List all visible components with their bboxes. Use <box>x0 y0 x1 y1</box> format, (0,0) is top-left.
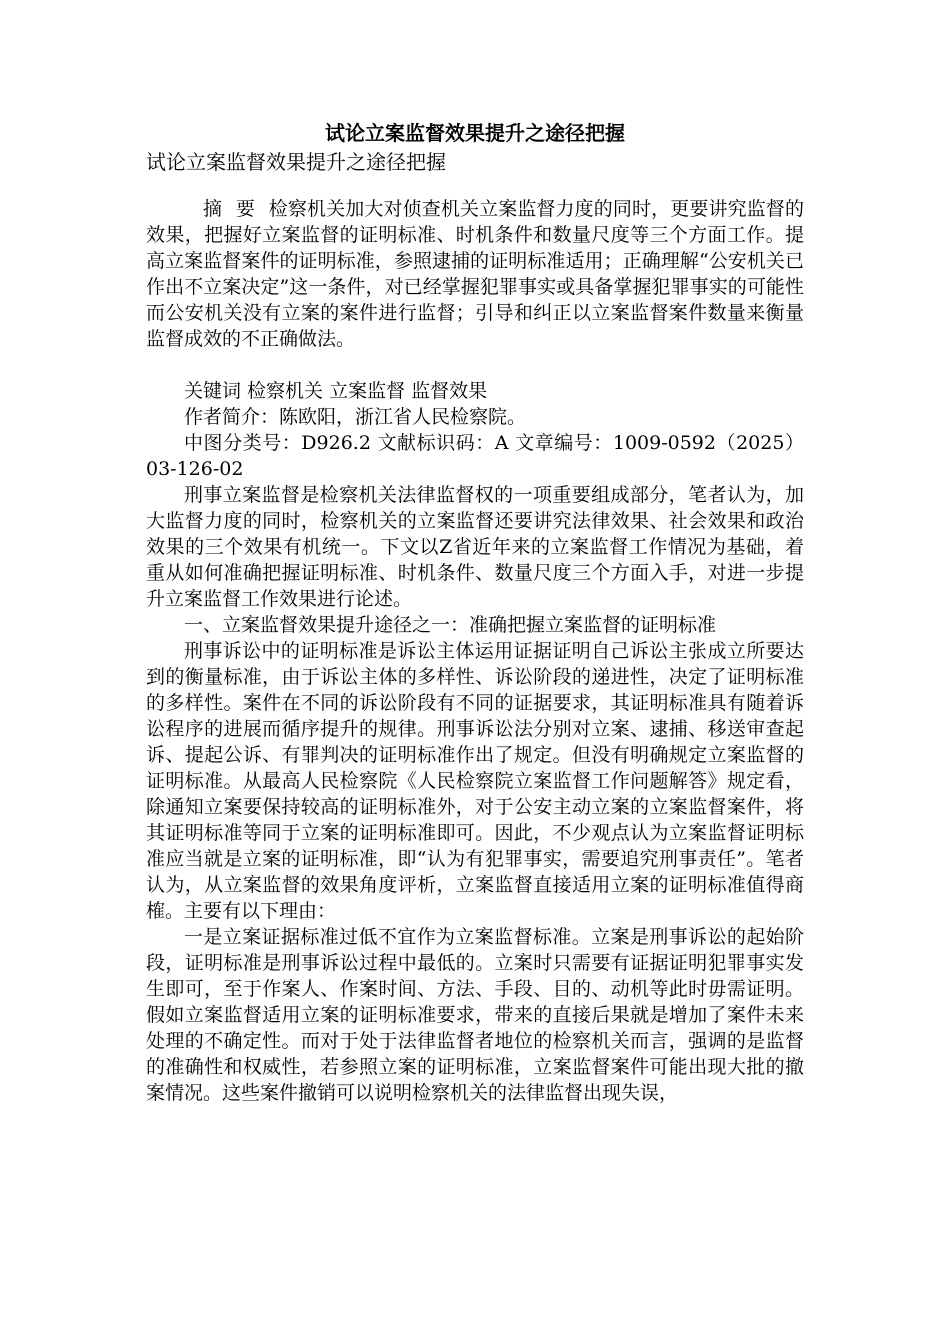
abstract-text: 检察机关加大对侦查机关立案监督力度的同时，更要讲究监督的效果，把握好立案监督的证明标准、时机条件和数量尺度等三个方面工作。提高立案监督案件的证明标准，参照逮捕的证明标准适用；正确理解“公安机关已作出不立案决定”这一条件，对已经掌握犯罪事实或具备掌握犯罪事实的可能性而公安机关没有立案的案件进行监督；引导和纠正以立案监督案件数量来衡量监督成效的不正确做法。 <box>146 198 804 350</box>
keywords: 关键词 检察机关 立案监督 监督效果 <box>184 380 488 402</box>
body-paragraph: 一是立案证据标准过低不宜作为立案监督标准。立案是刑事诉讼的起始阶段，证明标准是刑事诉讼过程中最低的。立案时只需要有证据证明犯罪事实发生即可，至于作案人、作案时间、方法、手段、目的、动机等此时毋需证明。假如立案监督适用立案的证明标准要求，带来的直接后果就是增加了案件未来处理的不确定性。而对于处于法律监督者地位的检察机关而言，强调的是监督的准确性和权威性，若参照立案的证明标准，立案监督案件可能出现大批的撤案情况。这些案件撤销可以说明检察机关的法律监督出现失误， <box>146 926 804 1104</box>
abstract <box>146 196 804 352</box>
author-info: 作者简介：陈欧阳，浙江省人民检察院。 <box>184 406 527 428</box>
document-title: 试论立案监督效果提升之途径把握 <box>325 121 625 145</box>
section-heading: 一、立案监督效果提升途径之一：准确把握立案监督的证明标准 <box>184 614 717 636</box>
body-paragraph: 刑事立案监督是检察机关法律监督权的一项重要组成部分，笔者认为，加大监督力度的同时，检察机关的立案监督还要讲究法律效果、社会效果和政治效果的三个效果有机统一。下文以Z省近年来的立案监督工作情况为基础，着重从如何准确把握证明标准、时机条件、数量尺度三个方面入手，对进一步提升立案监督工作效果进行论述。 <box>146 484 804 610</box>
document-page <box>146 118 804 1106</box>
classification-info: 中图分类号：D926.2 文献标识码：A 文章编号：1009-0592（2025）03-126-02 <box>146 432 804 480</box>
body-paragraph: 刑事诉讼中的证明标准是诉讼主体运用证据证明自己诉讼主张成立所要达到的衡量标准，由于诉讼主体的多样性、诉讼阶段的递进性，决定了证明标准的多样性。案件在不同的诉讼阶段有不同的证据要求，其证明标准具有随着诉讼程序的进展而循序提升的规律。刑事诉讼法分别对立案、逮捕、移送审查起诉、提起公诉、有罪判决的证明标准作出了规定。但没有明确规定立案监督的证明标准。从最高人民检察院《人民检察院立案监督工作问题解答》规定看，除通知立案要保持较高的证明标准外，对于公安主动立案的立案监督案件，将其证明标准等同于立案的证明标准即可。因此，不少观点认为立案监督证明标准应当就是立案的证明标准，即“认为有犯罪事实，需要追究刑事责任”。笔者认为，从立案监督的效果角度评析，立案监督直接适用立案的证明标准值得商榷。主要有以下理由： <box>146 640 804 922</box>
document-subtitle: 试论立案监督效果提升之途径把握 <box>146 150 446 174</box>
abstract-label: 摘 要 <box>203 198 259 220</box>
